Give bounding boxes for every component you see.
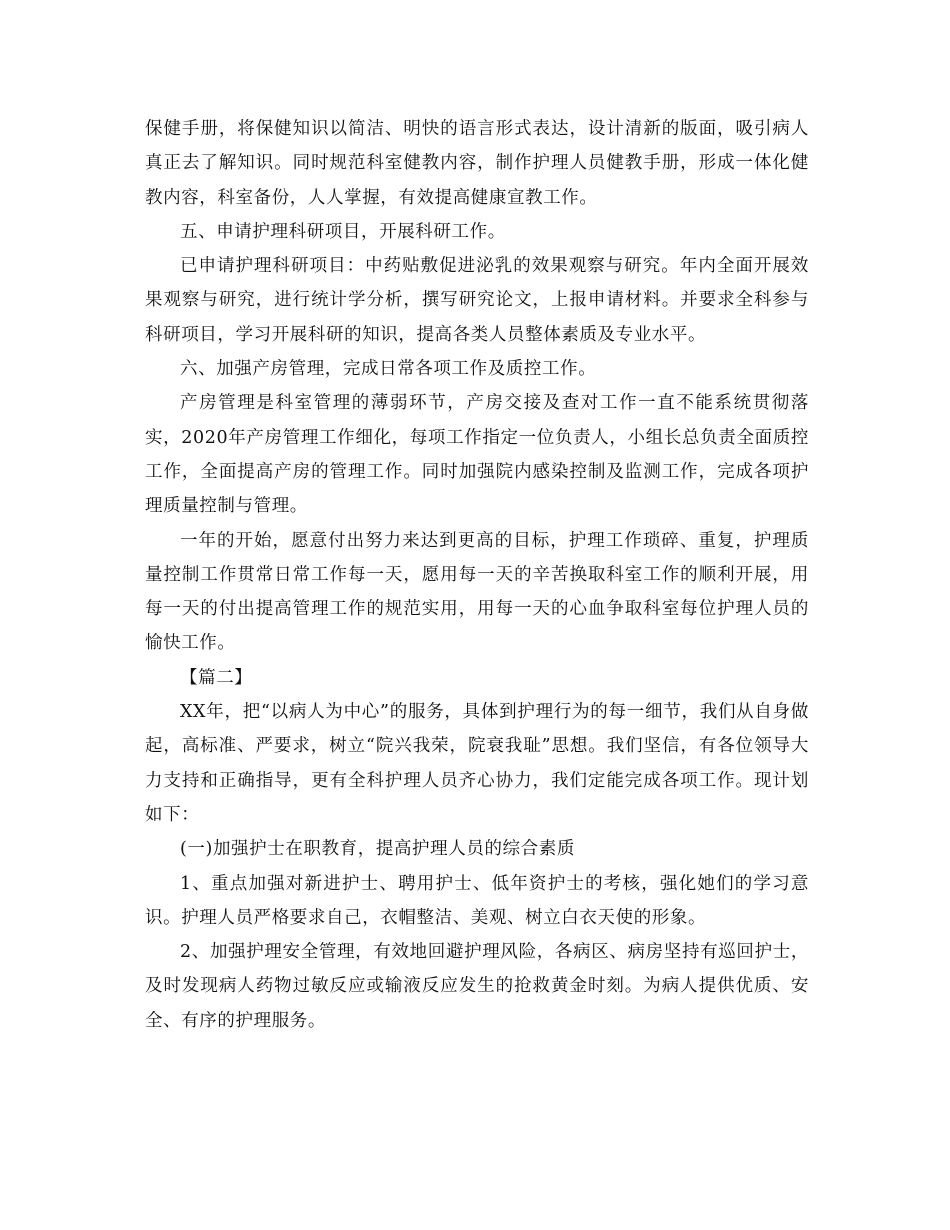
paragraph-delivery-room: 产房管理是科室管理的薄弱环节，产房交接及查对工作一直不能系统贯彻落实，2020年产房管理工作细化，每项工作指定一位负责人，小组长总负责全面质控工作，全面提高产房的管理工作。同时加强院内感染控制及监测工作，完成各项护理质量控制与管理。 (145, 393, 809, 517)
paragraph-closing: 一年的开始，愿意付出努力来达到更高的目标，护理工作琐碎、重复，护理质量控制工作贯常日常工作每一天，愿用每一天的辛苦换取科室工作的顺利开展，用每一天的付出提高管理工作的规范实用，用每一天的心血争取科室每位护理人员的愉快工作。 (145, 530, 809, 654)
document-body (145, 112, 809, 1038)
list-item-1: 1、重点加强对新进护士、聘用护士、低年资护士的考核，强化她们的学习意识。护理人员严格要求自己，衣帽整洁、美观、树立白衣天使的形象。 (145, 873, 809, 928)
paragraph-continuation: 保健手册，将保健知识以简洁、明快的语言形式表达，设计清新的版面，吸引病人真正去了解知识。同时规范科室健教内容，制作护理人员健教手册，形成一体化健教内容，科室备份，人人掌握，有效提高健康宣教工作。 (145, 119, 809, 208)
subsection-heading-1: (一)加强护士在职教育，提高护理人员的综合素质 (180, 839, 575, 860)
part-two-heading: 【篇二】 (180, 667, 253, 688)
list-item-2: 2、加强护理安全管理，有效地回避护理风险，各病区、病房坚持有巡回护士，及时发现病人药物过敏反应或输液反应发生的抢救黄金时刻。为病人提供优质、安全、有序的护理服务。 (145, 942, 809, 1031)
paragraph-research: 已申请护理科研项目：中药贴敷促进泌乳的效果观察与研究。年内全面开展效果观察与研究，进行统计学分析，撰写研究论文，上报申请材料。并要求全科参与科研项目，学习开展科研的知识，提高各类人员整体素质及专业水平。 (145, 256, 809, 345)
section-heading-6: 六、加强产房管理，完成日常各项工作及质控工作。 (180, 359, 597, 380)
section-heading-5: 五、申请护理科研项目，开展科研工作。 (180, 221, 506, 242)
paragraph-intro: XX年，把“以病人为中心”的服务，具体到护理行为的每一细节，我们从自身做起，高标准、严要求，树立“院兴我荣，院衰我耻”思想。我们坚信，有各位领导大力支持和正确指导，更有全科护理人员齐心协力，我们定能完成各项工作。现计划如下： (145, 702, 809, 825)
